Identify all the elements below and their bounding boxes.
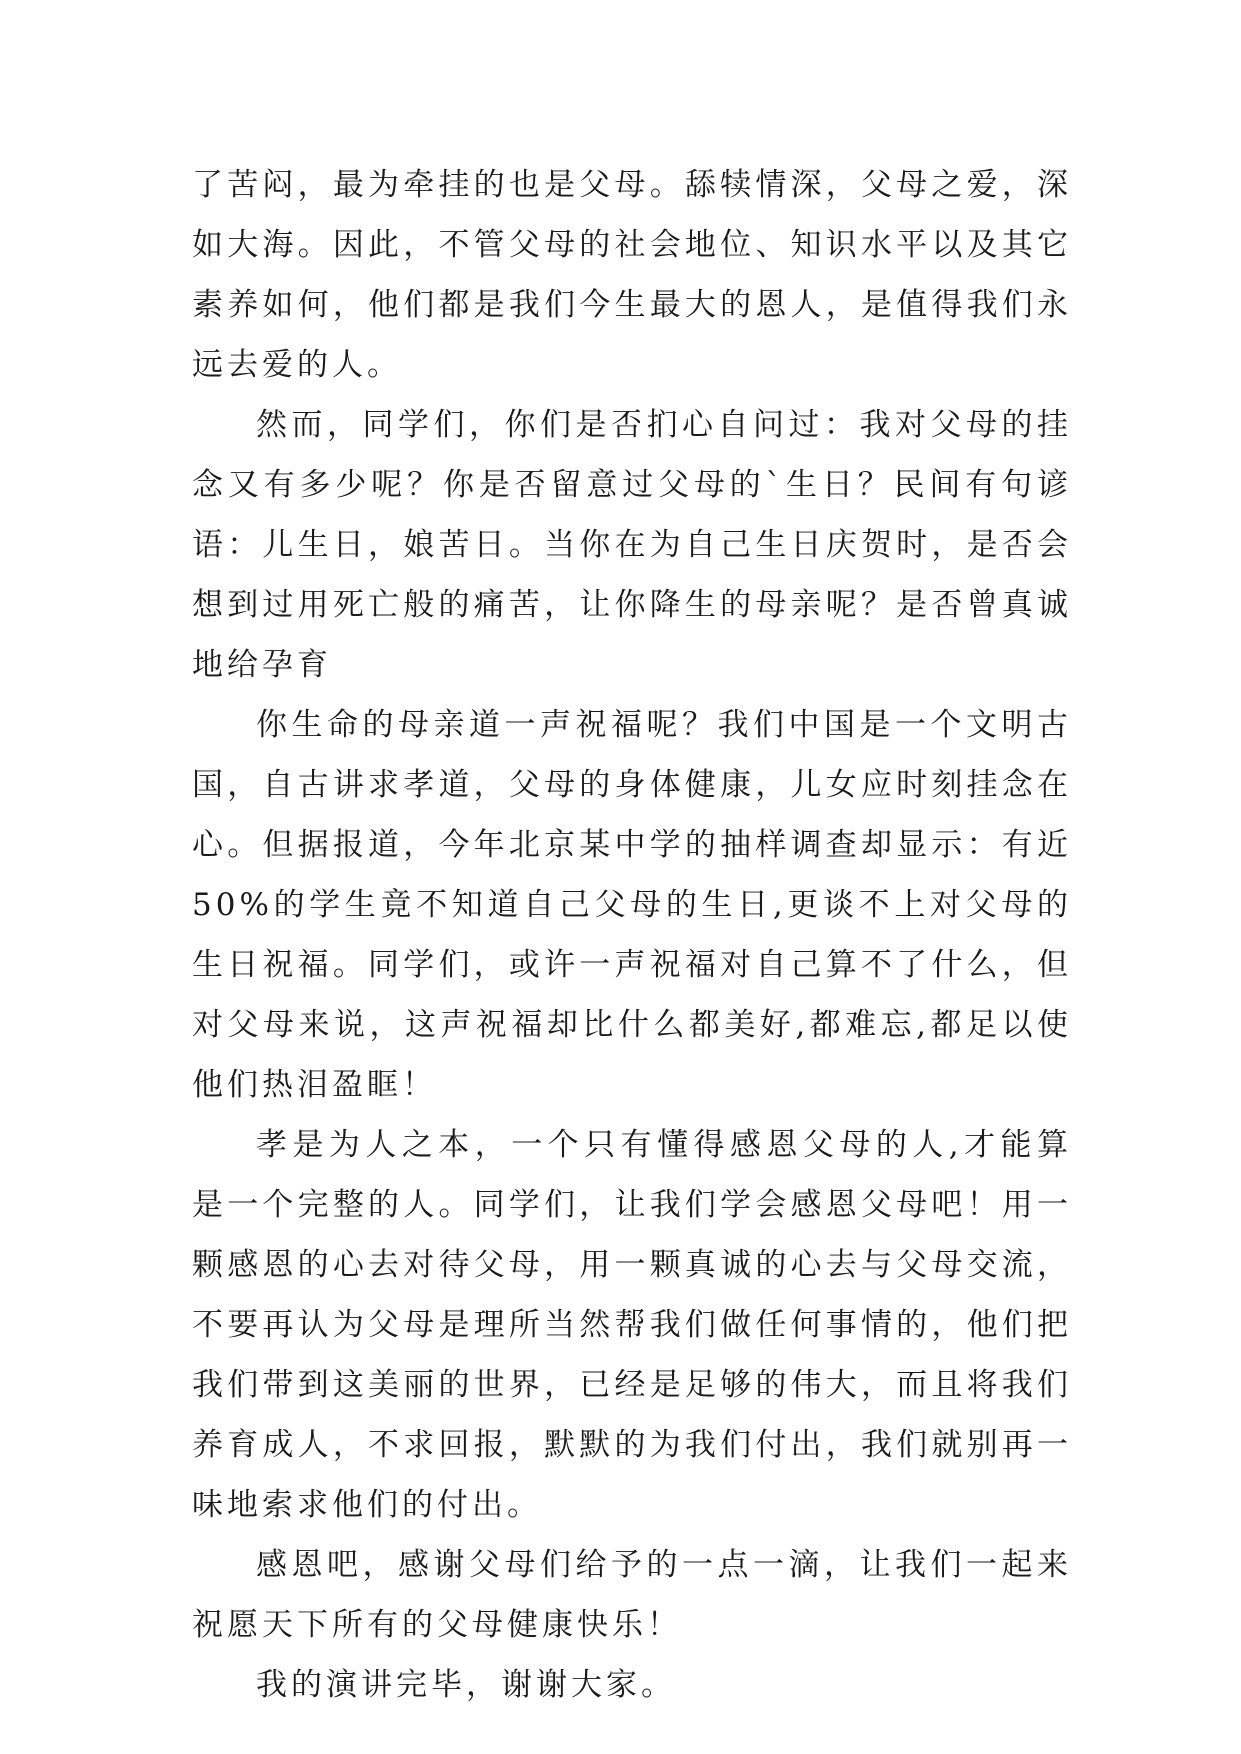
paragraph-3: 你生命的母亲道一声祝福呢？我们中国是一个文明古国，自古讲求孝道，父母的身体健康，儿女应时刻挂念在心。但据报道，今年北京某中学的抽样调查却显示：有近50%的学生竟不知道自己父母的生日,更谈不上对父母的生日祝福。同学们，或许一声祝福对自己算不了什么，但对父母来说，这声祝福却比什么都美好,都难忘,都足以使他们热泪盈眶！	[192, 707, 1072, 1103]
paragraph-5: 感恩吧，感谢父母们给予的一点一滴，让我们一起来祝愿天下所有的父母健康快乐！	[192, 1547, 1072, 1643]
paragraph-2: 然而，同学们，你们是否扪心自问过：我对父母的挂念又有多少呢？你是否留意过父母的`生日？民间有句谚语：儿生日，娘苦日。当你在为自己生日庆贺时，是否会想到过用死亡般的痛苦，让你降生的母亲呢？是否曾真诚地给孕育	[192, 407, 1072, 683]
paragraph-6: 我的演讲完毕，谢谢大家。	[256, 1667, 676, 1703]
paragraph-1: 了苦闷，最为牵挂的也是父母。舔犊情深，父母之爱，深如大海。因此，不管父母的社会地位、知识水平以及其它素养如何，他们都是我们今生最大的恩人，是值得我们永远去爱的人。	[192, 167, 1072, 383]
paragraph-4: 孝是为人之本，一个只有懂得感恩父母的人,才能算是一个完整的人。同学们，让我们学会感恩父母吧！用一颗感恩的心去对待父母，用一颗真诚的心去与父母交流，不要再认为父母是理所当然帮我们做任何事情的，他们把我们带到这美丽的世界，已经是足够的伟大，而且将我们养育成人，不求回报，默默的为我们付出，我们就别再一味地索求他们的付出。	[192, 1127, 1072, 1523]
document-body	[192, 155, 1072, 1715]
